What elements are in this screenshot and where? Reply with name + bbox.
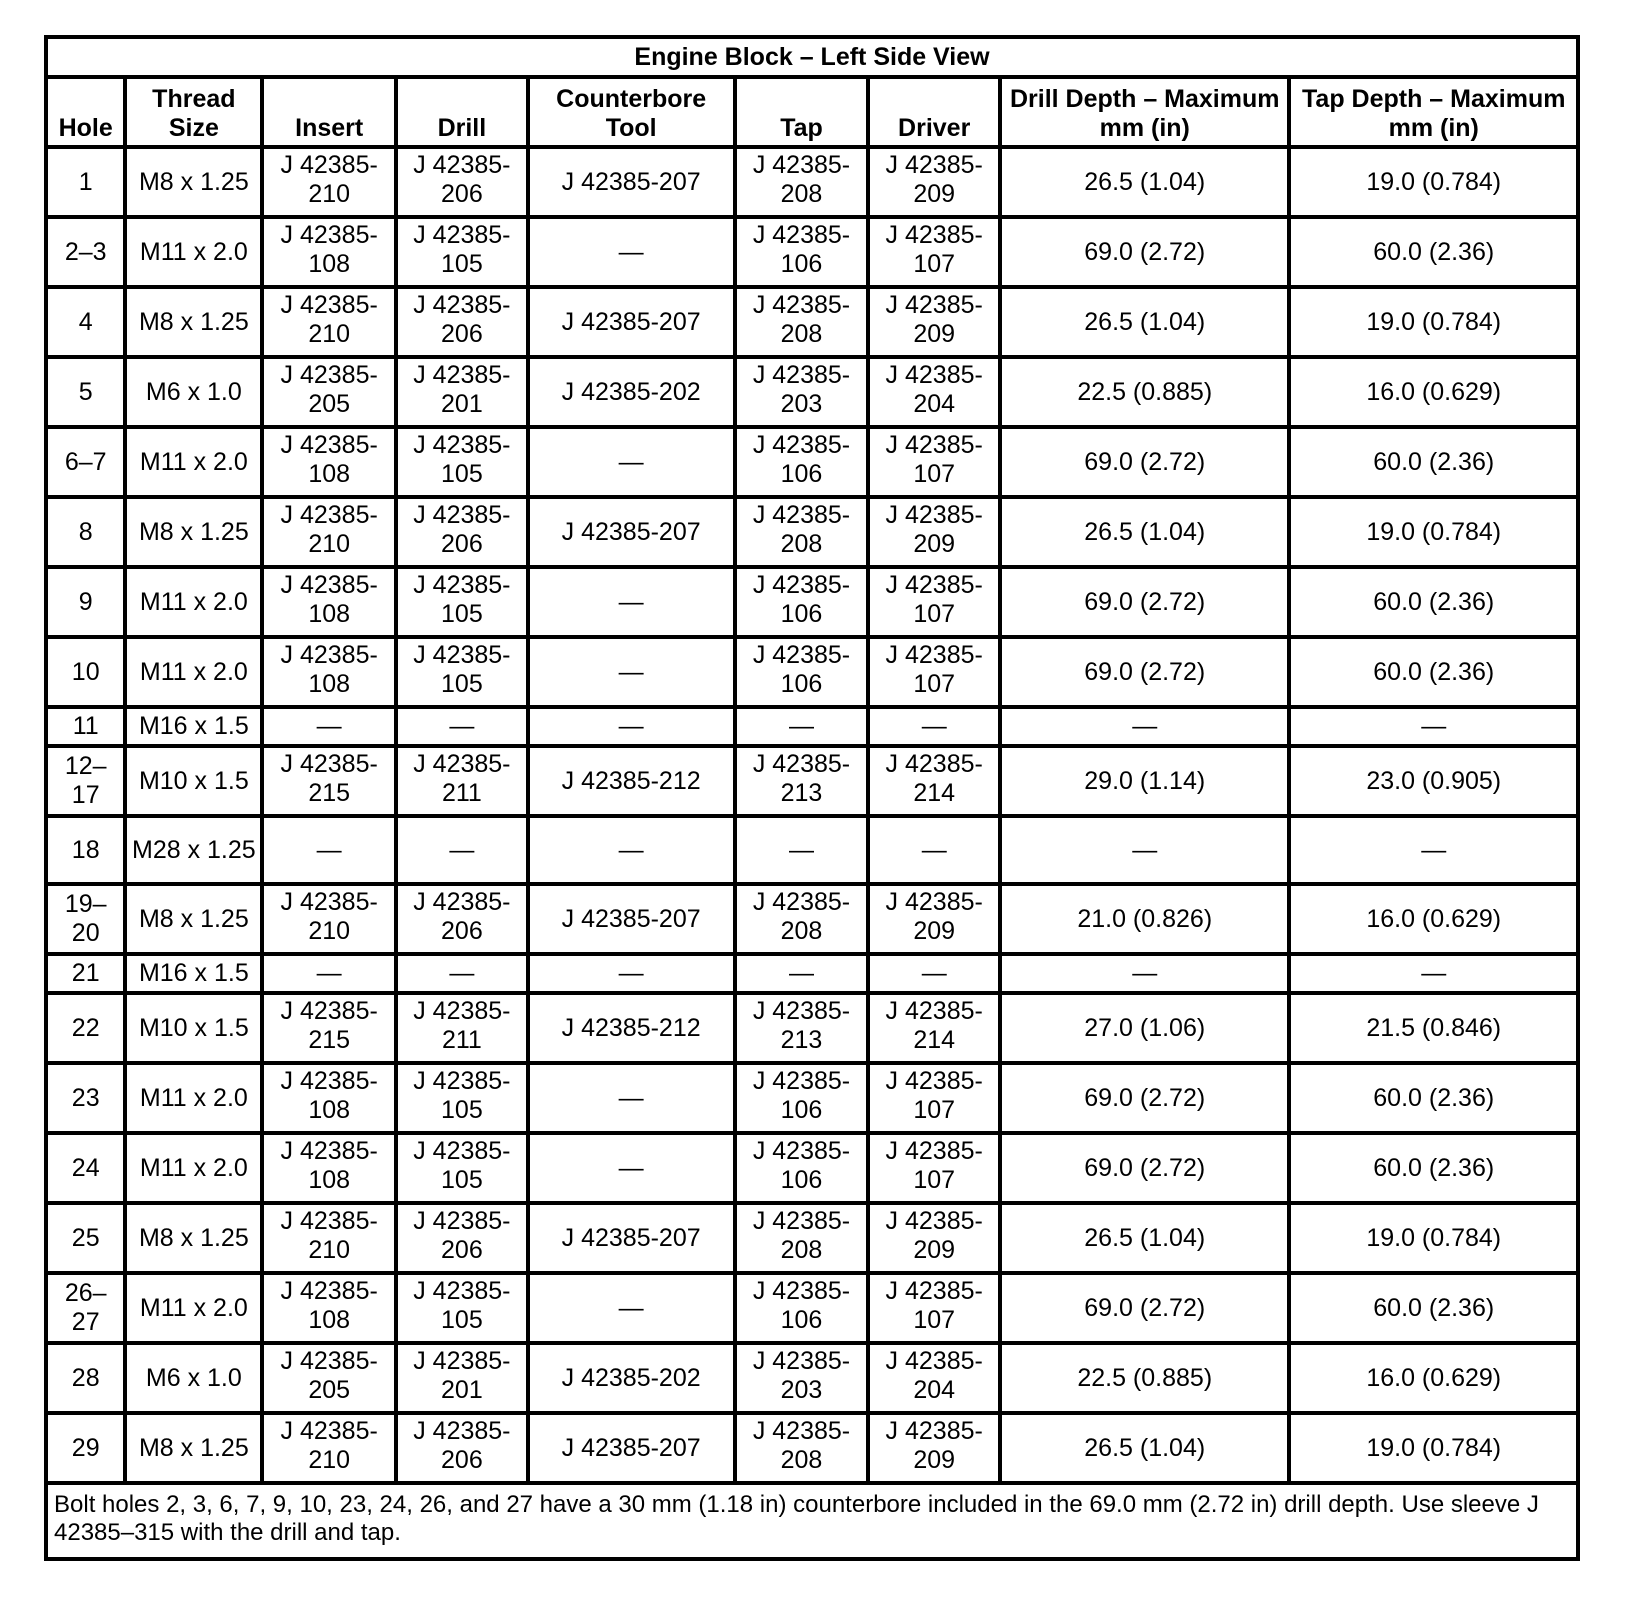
insert-cell: — (262, 954, 396, 993)
drill-cell: J 42385-206 (396, 1203, 528, 1273)
drill-depth-cell: 69.0 (2.72) (1000, 1133, 1289, 1203)
hole-cell: 19–20 (46, 884, 125, 954)
drill-cell: J 42385-206 (396, 884, 528, 954)
insert-cell: J 42385-210 (262, 287, 396, 357)
drill-depth-cell: 69.0 (2.72) (1000, 637, 1289, 707)
drill-depth-cell: 69.0 (2.72) (1000, 427, 1289, 497)
drill-cell: J 42385-206 (396, 497, 528, 567)
tap-cell: J 42385-208 (735, 1203, 869, 1273)
tap-cell: J 42385-203 (735, 1343, 869, 1413)
column-header-insert: Insert (262, 77, 396, 147)
table-row (46, 567, 1578, 637)
table-title: Engine Block – Left Side View (46, 37, 1578, 77)
thread-size-cell: M11 x 2.0 (125, 217, 262, 287)
counterbore-cell: J 42385-207 (528, 287, 735, 357)
thread-size-cell: M28 x 1.25 (125, 816, 262, 884)
tap-cell: J 42385-203 (735, 357, 869, 427)
drill-cell: J 42385-105 (396, 217, 528, 287)
hole-cell: 11 (46, 707, 125, 746)
tap-depth-cell: 19.0 (0.784) (1289, 497, 1578, 567)
drill-depth-cell: 29.0 (1.14) (1000, 746, 1289, 816)
insert-cell: J 42385-108 (262, 1063, 396, 1133)
hole-cell: 21 (46, 954, 125, 993)
drill-cell: J 42385-105 (396, 427, 528, 497)
drill-depth-cell: 69.0 (2.72) (1000, 1063, 1289, 1133)
tap-cell: J 42385-106 (735, 1273, 869, 1343)
insert-cell: J 42385-108 (262, 427, 396, 497)
tap-cell: J 42385-208 (735, 497, 869, 567)
hole-cell: 1 (46, 147, 125, 217)
driver-cell: J 42385-107 (868, 1133, 1000, 1203)
thread-size-cell: M10 x 1.5 (125, 993, 262, 1063)
counterbore-cell: J 42385-207 (528, 147, 735, 217)
drill-cell: J 42385-201 (396, 357, 528, 427)
insert-cell: J 42385-205 (262, 1343, 396, 1413)
counterbore-cell: J 42385-207 (528, 1413, 735, 1483)
drill-depth-cell: 22.5 (0.885) (1000, 357, 1289, 427)
insert-cell: J 42385-108 (262, 217, 396, 287)
table-row (46, 637, 1578, 707)
tap-cell: — (735, 954, 869, 993)
driver-cell: — (868, 707, 1000, 746)
insert-cell: J 42385-215 (262, 993, 396, 1063)
thread-size-cell: M11 x 2.0 (125, 1063, 262, 1133)
insert-cell: — (262, 707, 396, 746)
table-row (46, 884, 1578, 954)
hole-cell: 23 (46, 1063, 125, 1133)
table-row (46, 357, 1578, 427)
drill-cell: J 42385-105 (396, 1273, 528, 1343)
insert-cell: J 42385-210 (262, 1203, 396, 1273)
thread-size-cell: M11 x 2.0 (125, 1273, 262, 1343)
hole-cell: 25 (46, 1203, 125, 1273)
counterbore-cell: — (528, 567, 735, 637)
drill-depth-cell: 26.5 (1.04) (1000, 1413, 1289, 1483)
insert-cell: J 42385-210 (262, 884, 396, 954)
hole-cell: 12–17 (46, 746, 125, 816)
drill-cell: — (396, 954, 528, 993)
drill-cell: J 42385-206 (396, 1413, 528, 1483)
drill-cell: — (396, 707, 528, 746)
drill-cell: J 42385-201 (396, 1343, 528, 1413)
table-row (46, 1413, 1578, 1483)
hole-cell: 9 (46, 567, 125, 637)
tap-cell: J 42385-208 (735, 884, 869, 954)
insert-cell: J 42385-108 (262, 567, 396, 637)
tap-depth-cell: 21.5 (0.846) (1289, 993, 1578, 1063)
drill-depth-cell: 69.0 (2.72) (1000, 217, 1289, 287)
counterbore-cell: J 42385-212 (528, 746, 735, 816)
insert-cell: J 42385-205 (262, 357, 396, 427)
tap-cell: J 42385-106 (735, 1063, 869, 1133)
tap-cell: J 42385-106 (735, 1133, 869, 1203)
driver-cell: J 42385-204 (868, 357, 1000, 427)
drill-cell: — (396, 816, 528, 884)
header-row (46, 77, 1578, 147)
table-row (46, 746, 1578, 816)
driver-cell: J 42385-107 (868, 217, 1000, 287)
tap-cell: J 42385-208 (735, 287, 869, 357)
column-header-thread-size: Thread Size (125, 77, 262, 147)
tap-depth-cell: 19.0 (0.784) (1289, 1413, 1578, 1483)
drill-depth-cell: 21.0 (0.826) (1000, 884, 1289, 954)
counterbore-cell: — (528, 954, 735, 993)
tap-depth-cell: — (1289, 816, 1578, 884)
counterbore-cell: — (528, 637, 735, 707)
tap-cell: J 42385-106 (735, 637, 869, 707)
counterbore-cell: — (528, 427, 735, 497)
hole-cell: 29 (46, 1413, 125, 1483)
tap-depth-cell: 16.0 (0.629) (1289, 357, 1578, 427)
table-row (46, 217, 1578, 287)
tap-cell: J 42385-106 (735, 567, 869, 637)
engine-block-table (44, 35, 1580, 1561)
table-row (46, 816, 1578, 884)
table-row (46, 1273, 1578, 1343)
thread-size-cell: M8 x 1.25 (125, 147, 262, 217)
tap-depth-cell: 19.0 (0.784) (1289, 287, 1578, 357)
drill-cell: J 42385-211 (396, 993, 528, 1063)
table-row (46, 1133, 1578, 1203)
driver-cell: J 42385-214 (868, 993, 1000, 1063)
insert-cell: J 42385-210 (262, 1413, 396, 1483)
hole-cell: 6–7 (46, 427, 125, 497)
insert-cell: J 42385-108 (262, 637, 396, 707)
insert-cell: J 42385-210 (262, 147, 396, 217)
driver-cell: J 42385-214 (868, 746, 1000, 816)
thread-size-cell: M11 x 2.0 (125, 567, 262, 637)
tap-cell: J 42385-106 (735, 427, 869, 497)
drill-depth-cell: 26.5 (1.04) (1000, 147, 1289, 217)
drill-cell: J 42385-206 (396, 147, 528, 217)
tap-depth-cell: 60.0 (2.36) (1289, 1133, 1578, 1203)
insert-cell: J 42385-210 (262, 497, 396, 567)
tap-depth-cell: — (1289, 954, 1578, 993)
tap-cell: — (735, 707, 869, 746)
drill-cell: J 42385-206 (396, 287, 528, 357)
tap-depth-cell: 19.0 (0.784) (1289, 1203, 1578, 1273)
tap-depth-cell: 60.0 (2.36) (1289, 1273, 1578, 1343)
column-header-hole: Hole (46, 77, 125, 147)
tap-cell: J 42385-208 (735, 1413, 869, 1483)
table-body (46, 147, 1578, 1483)
thread-size-cell: M11 x 2.0 (125, 637, 262, 707)
column-header-driver: Driver (868, 77, 1000, 147)
tap-depth-cell: 19.0 (0.784) (1289, 147, 1578, 217)
drill-cell: J 42385-105 (396, 637, 528, 707)
counterbore-cell: J 42385-202 (528, 1343, 735, 1413)
tap-depth-cell: 16.0 (0.629) (1289, 1343, 1578, 1413)
counterbore-cell: — (528, 1273, 735, 1343)
tap-cell: J 42385-106 (735, 217, 869, 287)
drill-depth-cell: 26.5 (1.04) (1000, 287, 1289, 357)
thread-size-cell: M11 x 2.0 (125, 1133, 262, 1203)
drill-depth-cell: — (1000, 707, 1289, 746)
drill-depth-cell: 69.0 (2.72) (1000, 1273, 1289, 1343)
thread-size-cell: M16 x 1.5 (125, 954, 262, 993)
driver-cell: J 42385-107 (868, 637, 1000, 707)
driver-cell: J 42385-209 (868, 1413, 1000, 1483)
table-row (46, 147, 1578, 217)
insert-cell: J 42385-108 (262, 1133, 396, 1203)
footnote: Bolt holes 2, 3, 6, 7, 9, 10, 23, 24, 26, and 27 have a 30 mm (1.18 in) counterbore included in the 69.0 mm (2.72 in) drill depth. Use sleeve J 42385–315 with the drill and tap. (46, 1483, 1578, 1559)
table-row (46, 954, 1578, 993)
drill-depth-cell: 26.5 (1.04) (1000, 497, 1289, 567)
driver-cell: J 42385-107 (868, 1273, 1000, 1343)
counterbore-cell: J 42385-207 (528, 884, 735, 954)
hole-cell: 26–27 (46, 1273, 125, 1343)
drill-cell: J 42385-211 (396, 746, 528, 816)
column-header-tap: Tap (735, 77, 869, 147)
thread-size-cell: M11 x 2.0 (125, 427, 262, 497)
counterbore-cell: J 42385-207 (528, 1203, 735, 1273)
driver-cell: J 42385-107 (868, 1063, 1000, 1133)
hole-cell: 18 (46, 816, 125, 884)
column-header-drill: Drill (396, 77, 528, 147)
counterbore-cell: — (528, 816, 735, 884)
tap-cell: J 42385-208 (735, 147, 869, 217)
drill-depth-cell: 22.5 (0.885) (1000, 1343, 1289, 1413)
tap-depth-cell: 60.0 (2.36) (1289, 1063, 1578, 1133)
drill-cell: J 42385-105 (396, 1063, 528, 1133)
driver-cell: J 42385-209 (868, 287, 1000, 357)
thread-size-cell: M6 x 1.0 (125, 357, 262, 427)
drill-depth-cell: 26.5 (1.04) (1000, 1203, 1289, 1273)
counterbore-cell: — (528, 1133, 735, 1203)
insert-cell: J 42385-108 (262, 1273, 396, 1343)
hole-cell: 4 (46, 287, 125, 357)
thread-size-cell: M8 x 1.25 (125, 287, 262, 357)
drill-cell: J 42385-105 (396, 567, 528, 637)
hole-cell: 2–3 (46, 217, 125, 287)
table-row (46, 1203, 1578, 1273)
insert-cell: — (262, 816, 396, 884)
table-row (46, 1063, 1578, 1133)
tap-depth-cell: 60.0 (2.36) (1289, 427, 1578, 497)
thread-size-cell: M6 x 1.0 (125, 1343, 262, 1413)
tap-cell: J 42385-213 (735, 993, 869, 1063)
counterbore-cell: — (528, 707, 735, 746)
column-header-counterbore-tool: Counterbore Tool (528, 77, 735, 147)
tap-depth-cell: — (1289, 707, 1578, 746)
counterbore-cell: — (528, 1063, 735, 1133)
thread-size-cell: M16 x 1.5 (125, 707, 262, 746)
tap-depth-cell: 23.0 (0.905) (1289, 746, 1578, 816)
tap-cell: — (735, 816, 869, 884)
counterbore-cell: J 42385-212 (528, 993, 735, 1063)
hole-cell: 8 (46, 497, 125, 567)
table-row (46, 427, 1578, 497)
table-row (46, 707, 1578, 746)
thread-size-cell: M8 x 1.25 (125, 1413, 262, 1483)
driver-cell: J 42385-107 (868, 567, 1000, 637)
tap-depth-cell: 60.0 (2.36) (1289, 217, 1578, 287)
hole-cell: 5 (46, 357, 125, 427)
counterbore-cell: J 42385-207 (528, 497, 735, 567)
driver-cell: J 42385-209 (868, 1203, 1000, 1273)
tap-depth-cell: 16.0 (0.629) (1289, 884, 1578, 954)
driver-cell: J 42385-209 (868, 884, 1000, 954)
thread-size-cell: M8 x 1.25 (125, 884, 262, 954)
drill-depth-cell: 27.0 (1.06) (1000, 993, 1289, 1063)
driver-cell: J 42385-209 (868, 147, 1000, 217)
drill-depth-cell: 69.0 (2.72) (1000, 567, 1289, 637)
driver-cell: — (868, 954, 1000, 993)
hole-cell: 24 (46, 1133, 125, 1203)
driver-cell: J 42385-209 (868, 497, 1000, 567)
hole-cell: 22 (46, 993, 125, 1063)
thread-size-cell: M8 x 1.25 (125, 497, 262, 567)
counterbore-cell: — (528, 217, 735, 287)
drill-depth-cell: — (1000, 816, 1289, 884)
thread-size-cell: M8 x 1.25 (125, 1203, 262, 1273)
hole-cell: 28 (46, 1343, 125, 1413)
tap-cell: J 42385-213 (735, 746, 869, 816)
column-header-drill-depth: Drill Depth – Maximum mm (in) (1000, 77, 1289, 147)
tap-depth-cell: 60.0 (2.36) (1289, 567, 1578, 637)
table-row (46, 1343, 1578, 1413)
driver-cell: J 42385-204 (868, 1343, 1000, 1413)
tap-depth-cell: 60.0 (2.36) (1289, 637, 1578, 707)
table-row (46, 497, 1578, 567)
driver-cell: J 42385-107 (868, 427, 1000, 497)
counterbore-cell: J 42385-202 (528, 357, 735, 427)
drill-cell: J 42385-105 (396, 1133, 528, 1203)
insert-cell: J 42385-215 (262, 746, 396, 816)
thread-size-cell: M10 x 1.5 (125, 746, 262, 816)
hole-cell: 10 (46, 637, 125, 707)
driver-cell: — (868, 816, 1000, 884)
drill-depth-cell: — (1000, 954, 1289, 993)
table-row (46, 287, 1578, 357)
table-row (46, 993, 1578, 1063)
column-header-tap-depth: Tap Depth – Maximum mm (in) (1289, 77, 1578, 147)
